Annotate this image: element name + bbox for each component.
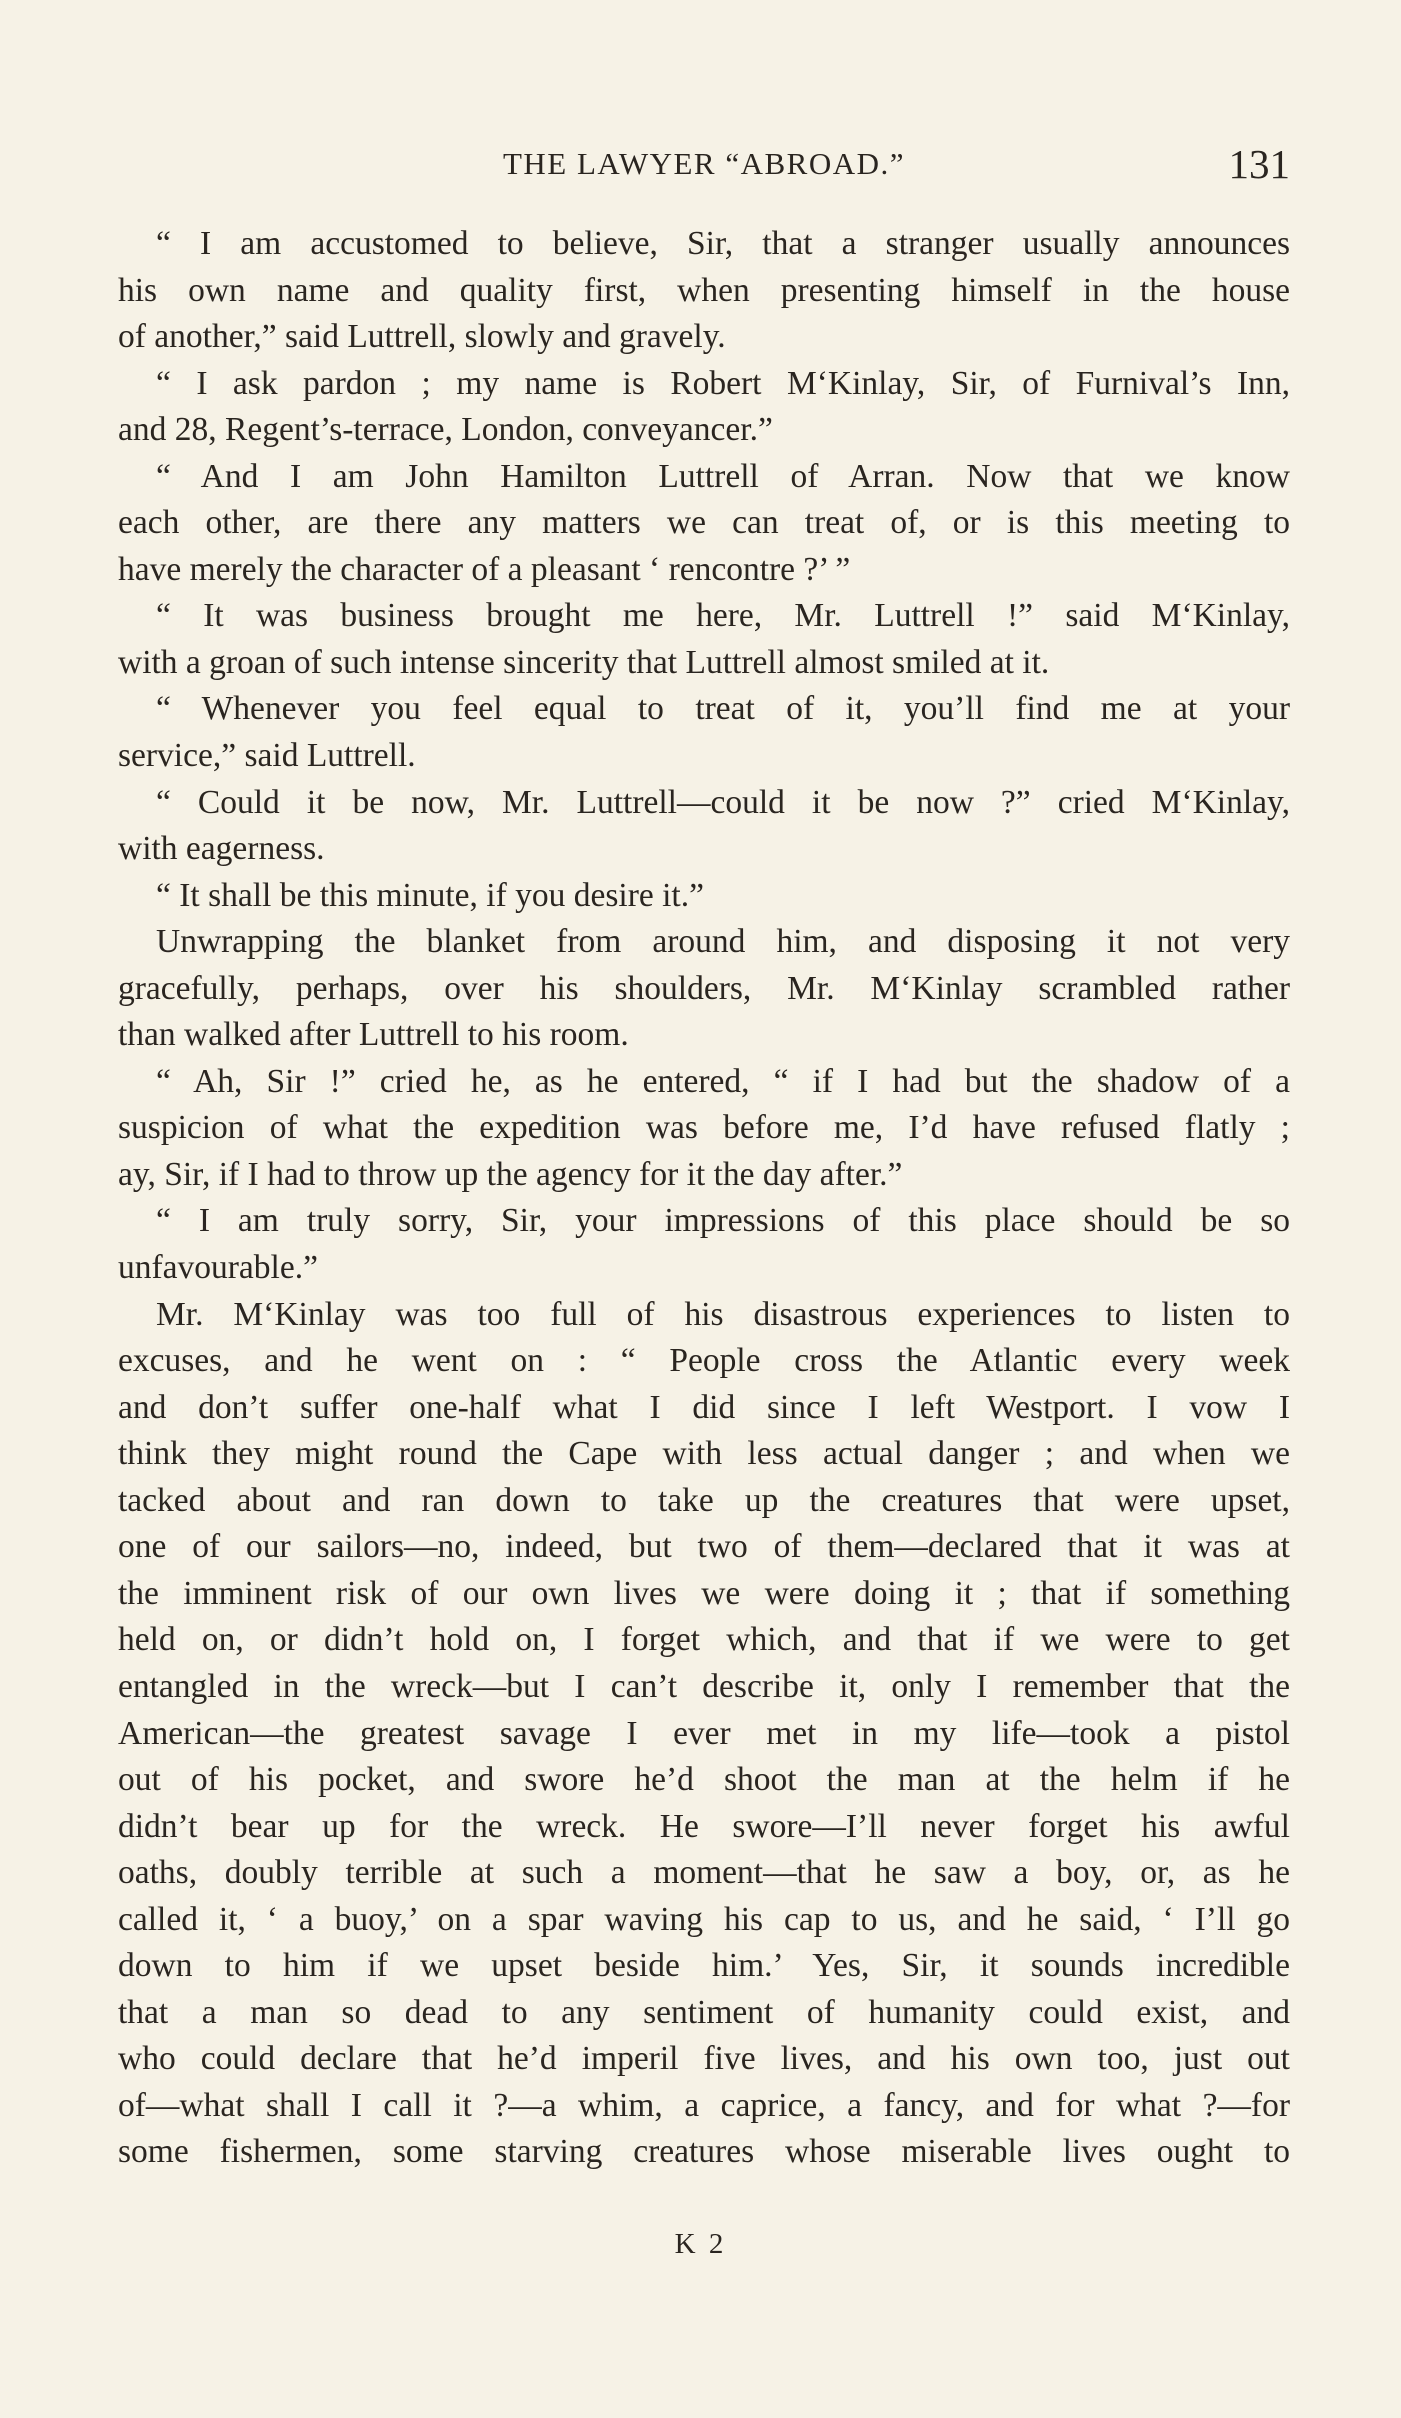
- text-line: down to him if we upset beside him.’ Yes, Sir, it sounds incredible: [118, 1947, 1290, 1985]
- text-line: that a man so dead to any sentiment of humanity could exist, and: [118, 1993, 1290, 2031]
- text-line: Mr. M‘Kinlay was too full of his disastrous experiences to listen to: [156, 1295, 1290, 1333]
- text-line: of—what shall I call it ?—a whim, a caprice, a fancy, and for what ?—for: [118, 2086, 1290, 2124]
- text-line: Unwrapping the blanket from around him, and disposing it not very: [156, 923, 1290, 961]
- text-line: “ Ah, Sir !” cried he, as he entered, “ if I had but the shadow of a: [156, 1062, 1290, 1100]
- text-line: and don’t suffer one-half what I did since I left Westport. I vow I: [118, 1388, 1290, 1426]
- text-line: excuses, and he went on : “ People cross the Atlantic every week: [118, 1342, 1290, 1380]
- running-head-title: THE LAWYER “ABROAD.”: [502, 146, 906, 181]
- text-line: with a groan of such intense sincerity that Luttrell almost smiled at it.: [118, 643, 1050, 681]
- text-line: entangled in the wreck—but I can’t describe it, only I remember that the: [118, 1667, 1290, 1705]
- text-line: oaths, doubly terrible at such a moment—that he saw a boy, or, as he: [118, 1854, 1290, 1892]
- text-line: with eagerness.: [118, 830, 325, 868]
- text-line: some fishermen, some starving creatures whose miserable lives ought to: [118, 2133, 1290, 2171]
- text-line: each other, are there any matters we can treat of, or is this meeting to: [118, 504, 1290, 542]
- text-line: of another,” said Luttrell, slowly and gravely.: [118, 318, 726, 356]
- text-line: unfavourable.”: [118, 1249, 318, 1287]
- text-line: the imminent risk of our own lives we were doing it ; that if something: [118, 1574, 1290, 1612]
- text-line: “ I am truly sorry, Sir, your impressions of this place should be so: [156, 1202, 1290, 1240]
- text-line: one of our sailors—no, indeed, but two of them—declared that it was at: [118, 1528, 1290, 1566]
- body-text: [118, 221, 1290, 2176]
- text-line: suspicion of what the expedition was before me, I’d have refused flatly ;: [118, 1109, 1290, 1147]
- text-line: “ Could it be now, Mr. Luttrell—could it be now ?” cried M‘Kinlay,: [156, 783, 1290, 821]
- text-line: than walked after Luttrell to his room.: [118, 1016, 629, 1054]
- text-line: “ It shall be this minute, if you desire it.”: [156, 876, 704, 914]
- text-line: and 28, Regent’s-terrace, London, conveyancer.”: [118, 411, 773, 449]
- text-line: think they might round the Cape with less actual danger ; and when we: [118, 1435, 1290, 1473]
- text-line: tacked about and ran down to take up the creatures that were upset,: [118, 1481, 1290, 1519]
- text-line: his own name and quality first, when presenting himself in the house: [118, 271, 1290, 309]
- text-line: out of his pocket, and swore he’d shoot the man at the helm if he: [118, 1761, 1290, 1799]
- text-line: “ I am accustomed to believe, Sir, that a stranger usually announces: [156, 225, 1290, 262]
- text-line: “ It was business brought me here, Mr. Luttrell !” said M‘Kinlay,: [156, 597, 1290, 635]
- text-line: “ Whenever you feel equal to treat of it, you’ll find me at your: [156, 690, 1290, 728]
- text-line: gracefully, perhaps, over his shoulders, Mr. M‘Kinlay scrambled rather: [118, 969, 1290, 1007]
- text-line: service,” said Luttrell.: [118, 737, 416, 775]
- text-line: who could declare that he’d imperil five lives, and his own too, just out: [118, 2040, 1290, 2078]
- page-number: 131: [1228, 141, 1290, 187]
- text-line: didn’t bear up for the wreck. He swore—I’ll never forget his awful: [118, 1807, 1290, 1845]
- text-line: “ I ask pardon ; my name is Robert M‘Kinlay, Sir, of Furnival’s Inn,: [156, 364, 1290, 402]
- running-head: [118, 140, 1290, 192]
- text-line: have merely the character of a pleasant ‘ rencontre ?’ ”: [118, 550, 851, 588]
- text-line: held on, or didn’t hold on, I forget which, and that if we were to get: [118, 1621, 1290, 1659]
- text-line: “ And I am John Hamilton Luttrell of Arran. Now that we know: [156, 457, 1290, 495]
- text-line: ay, Sir, if I had to throw up the agency for it the day after.”: [118, 1155, 903, 1193]
- text-line: called it, ‘ a buoy,’ on a spar waving his cap to us, and he said, ‘ I’ll go: [118, 1900, 1290, 1938]
- text-line: American—the greatest savage I ever met in my life—took a pistol: [118, 1714, 1290, 1752]
- signature-mark: K 2: [674, 2228, 727, 2260]
